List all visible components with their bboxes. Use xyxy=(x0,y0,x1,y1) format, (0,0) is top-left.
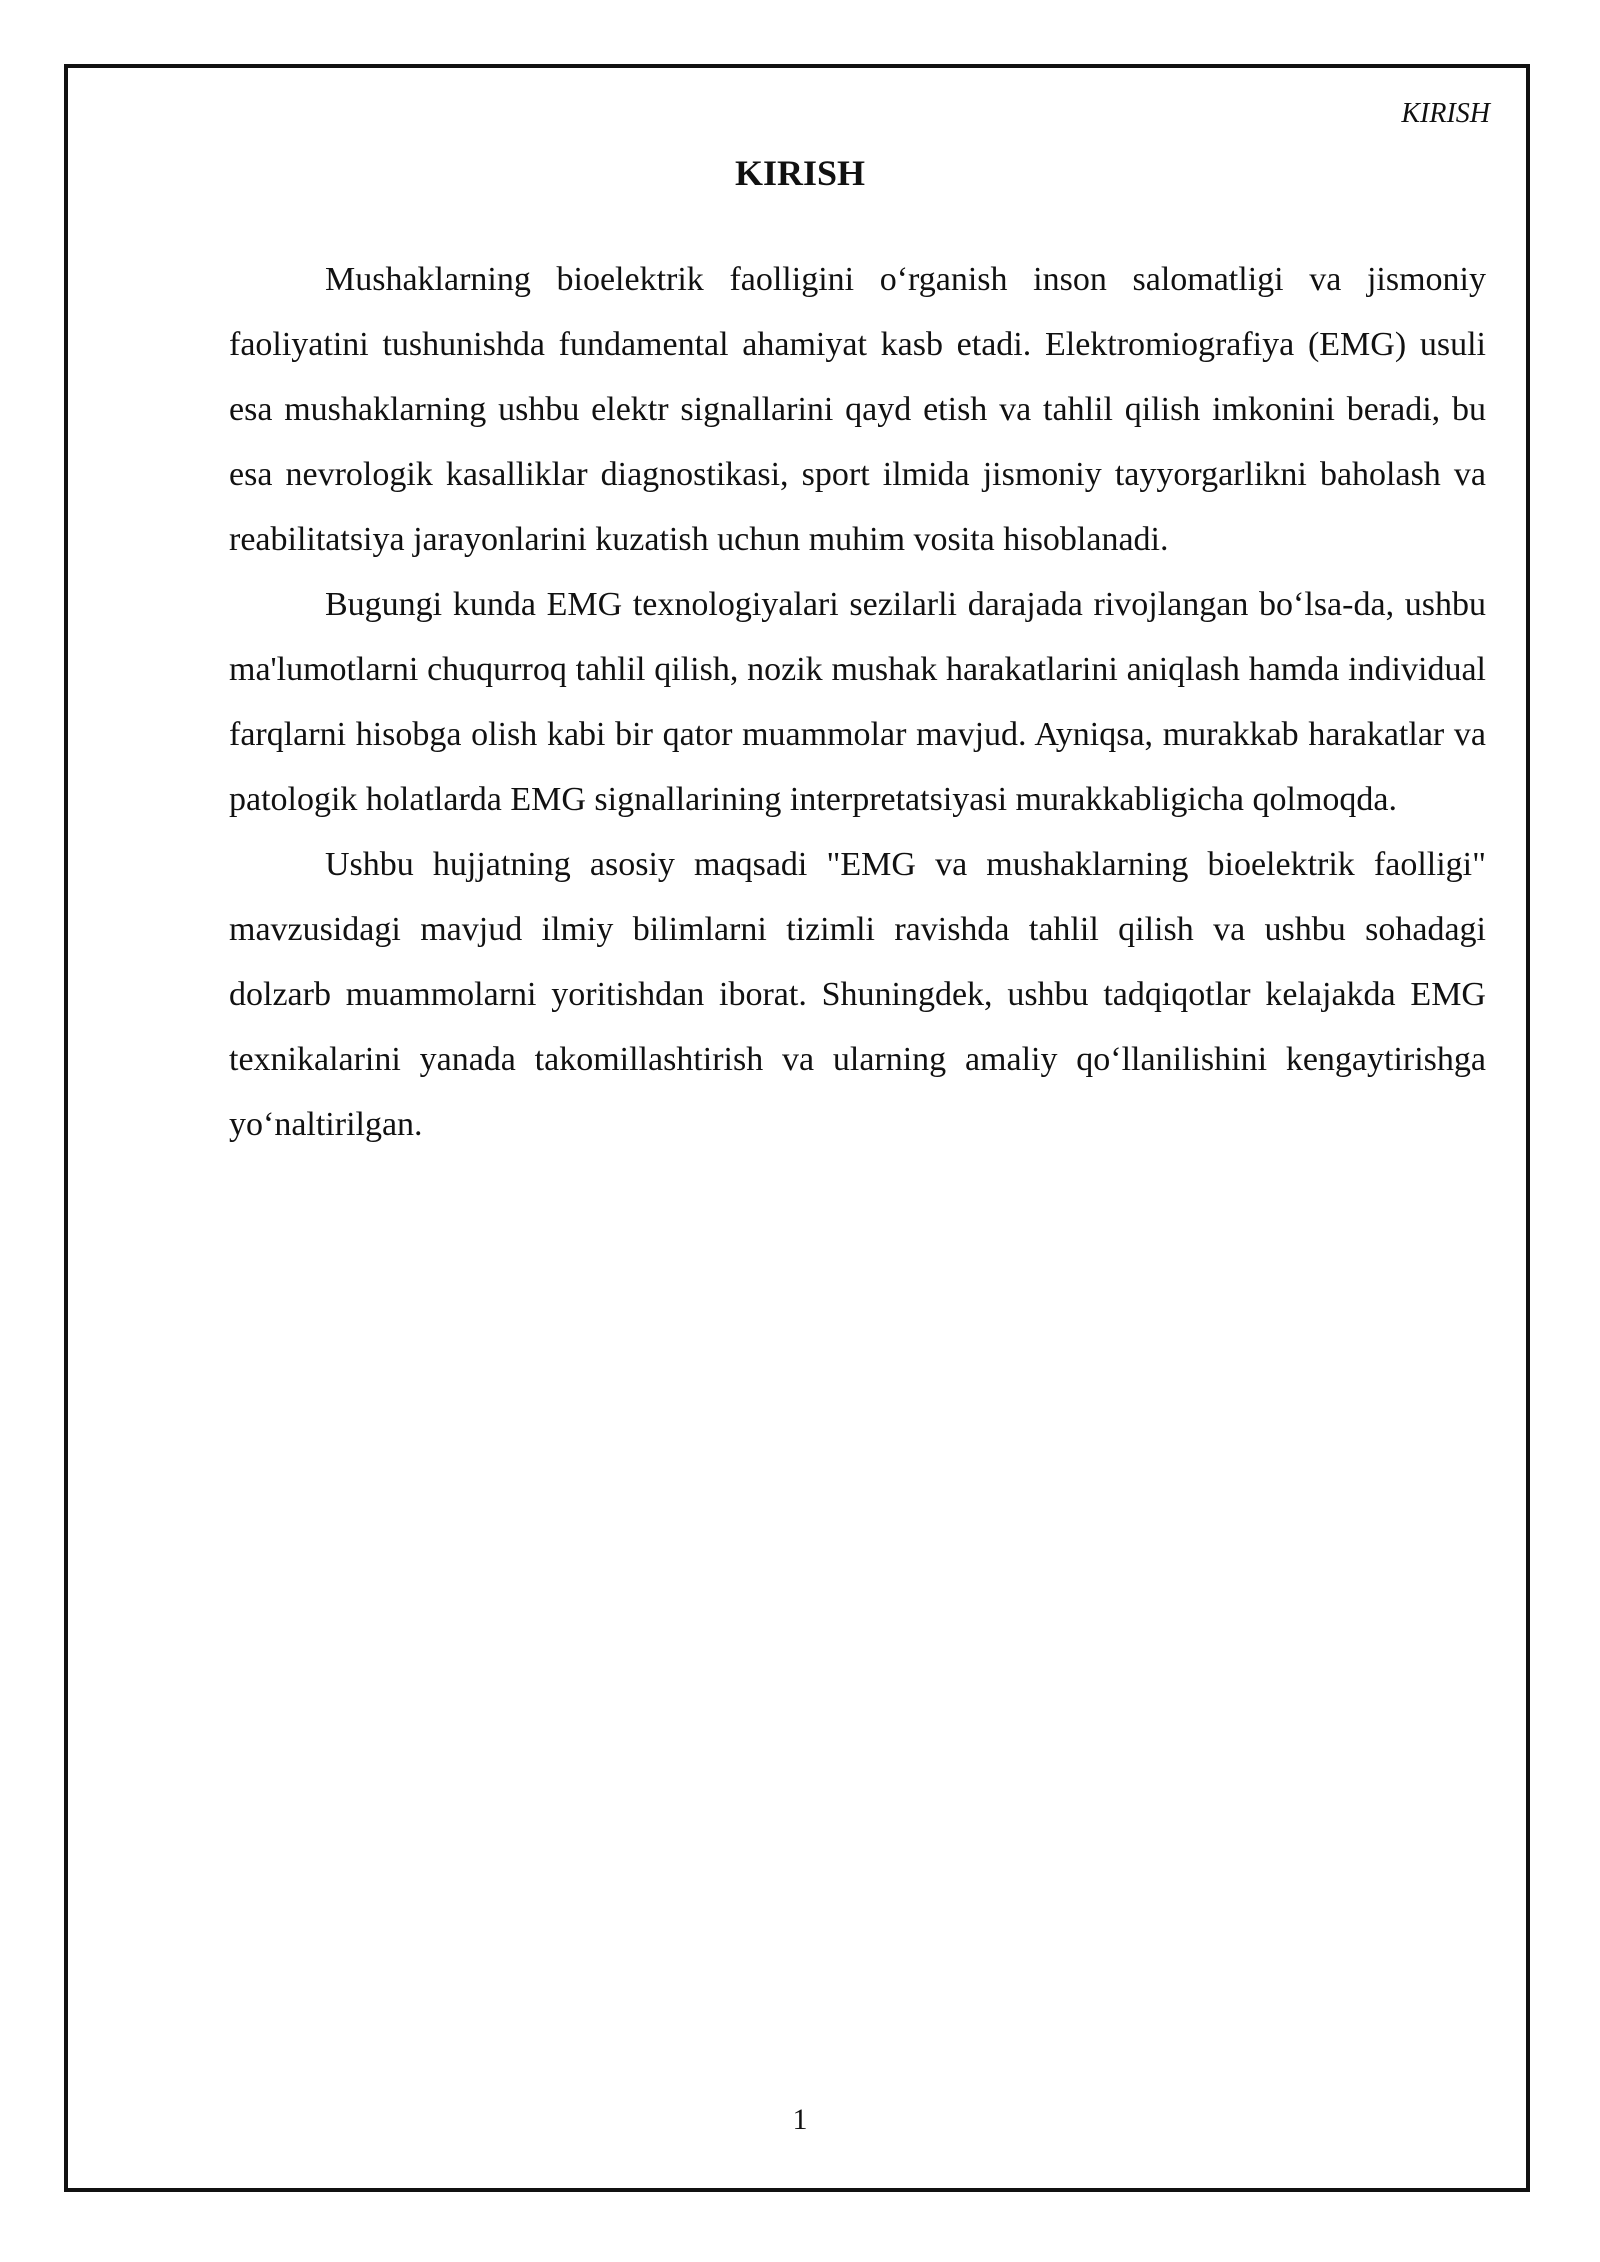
page-number: 1 xyxy=(792,2103,808,2136)
running-header: KIRISH xyxy=(1401,98,1490,129)
page-title: KIRISH xyxy=(734,153,866,193)
paragraph-2: Bugungi kunda EMG texnologiyalari sezilarli darajada rivojlangan bo‘lsa-da, ushbu ma'lumotlarni chuqurroq tahlil qilish, nozik mushak harakatlarini aniqlash hamda individual farqlarni hisobga olish kabi bir qator muammolar mavjud. Ayniqsa, murakkab harakatlar va patologik holatlarda EMG signallarining interpretatsiyasi murakkabligicha qolmoqda. xyxy=(229,586,1486,818)
paragraph-1: Mushaklarning bioelektrik faolligini o‘rganish inson salomatligi va jismoniy faoliyatini tushunishda fundamental ahamiyat kasb etadi. Elektromiografiya (EMG) usuli esa mushaklarning ushbu elektr signallarini qayd etish va tahlil qilish imkonini beradi, bu esa nevrologik kasalliklar diagnostikasi, sport ilmida jismoniy tayyorgarlikni baholash va reabilitatsiya jarayonlarini kuzatish uchun muhim vosita hisoblanadi. xyxy=(229,261,1486,558)
paragraph-3: Ushbu hujjatning asosiy maqsadi "EMG va mushaklarning bioelektrik faolligi" mavzusidagi mavjud ilmiy bilimlarni tizimli ravishda tahlil qilish va ushbu sohadagi dolzarb muammolarni yoritishdan iborat. Shuningdek, ushbu tadqiqotlar kelajakda EMG texnikalarini yanada takomillashtirish va ularning amaliy qo‘llanilishini kengaytirishga yo‘naltirilgan. xyxy=(229,846,1486,1143)
body-text xyxy=(229,247,1486,1157)
